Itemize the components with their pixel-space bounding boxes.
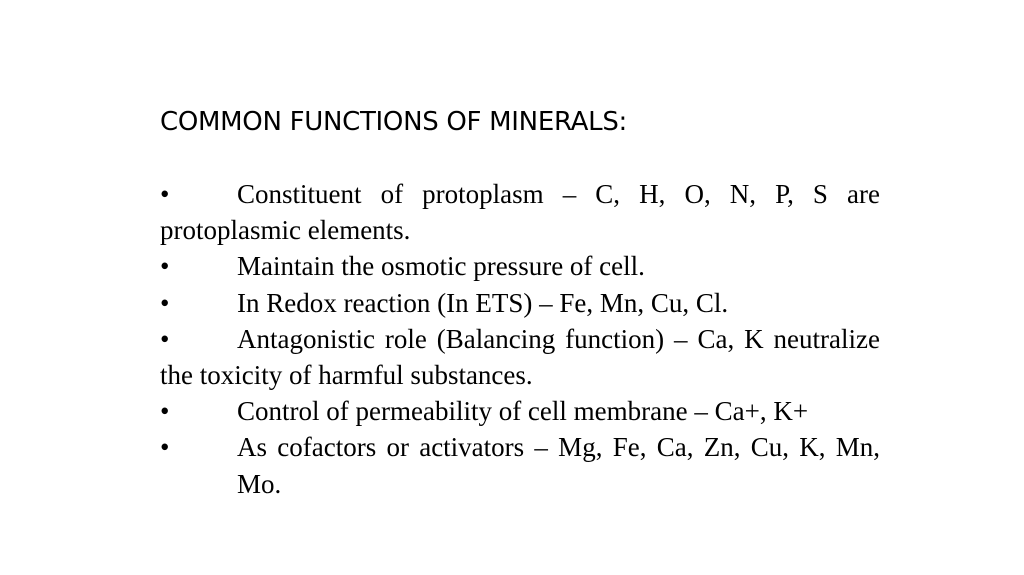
bullet-icon: • bbox=[160, 251, 170, 282]
slide-title: COMMON FUNCTIONS OF MINERALS: bbox=[160, 107, 627, 137]
list-item-text: Constituent of protoplasm – C, H, O, N, P, S are protoplasmic elements. bbox=[160, 179, 880, 246]
list-item bbox=[160, 429, 880, 501]
list-item bbox=[160, 176, 880, 248]
list-item-text: Maintain the osmotic pressure of cell. bbox=[237, 251, 645, 282]
bullet-icon: • bbox=[160, 323, 170, 354]
list-item bbox=[160, 285, 880, 321]
bullet-icon: • bbox=[160, 396, 170, 427]
list-item-text: As cofactors or activators – Mg, Fe, Ca, Zn, Cu, K, Mn, Mo. bbox=[237, 432, 880, 499]
list-item-text: In Redox reaction (In ETS) – Fe, Mn, Cu, Cl. bbox=[237, 287, 729, 318]
list-item bbox=[160, 321, 880, 393]
list-item-text: Control of permeability of cell membrane – Ca+, K+ bbox=[237, 396, 809, 427]
list-item-text: Antagonistic role (Balancing function) – Ca, K neutralize the toxicity of harmful substances. bbox=[160, 323, 880, 391]
bullet-icon: • bbox=[160, 432, 170, 463]
bullet-icon: • bbox=[160, 179, 170, 209]
list-item bbox=[160, 248, 880, 284]
bullet-list bbox=[160, 176, 880, 502]
list-item bbox=[160, 393, 880, 429]
bullet-icon: • bbox=[160, 287, 170, 318]
